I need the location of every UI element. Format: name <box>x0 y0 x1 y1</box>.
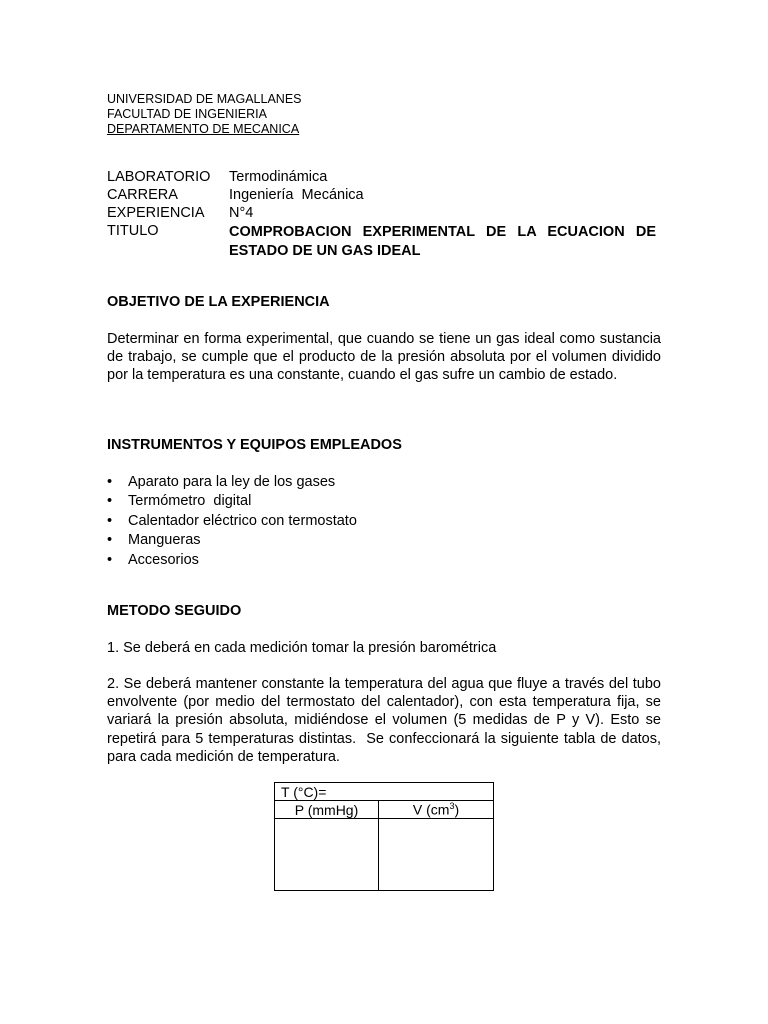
table-column-volume: V $(cm^3)$ <box>379 801 494 819</box>
laboratory-value: Termodinámica <box>229 169 328 185</box>
faculty-name: FACULTAD DE INGENIERIA <box>107 107 267 121</box>
table-column-pressure: P (mmHg) <box>275 801 379 819</box>
list-item: • Accesorios <box>107 551 357 570</box>
university-name: UNIVERSIDAD DE MAGALLANES <box>107 92 302 106</box>
instruments-heading: INSTRUMENTOS Y EQUIPOS EMPLEADOS <box>107 437 402 453</box>
experience-label: EXPERIENCIA <box>107 205 205 221</box>
data-table <box>274 782 494 891</box>
table-cell-pressure-values <box>275 819 379 891</box>
objective-heading: OBJETIVO DE LA EXPERIENCIA <box>107 294 330 310</box>
list-item: • Termómetro digital <box>107 492 357 511</box>
list-item: • Aparato para la ley de los gases <box>107 473 357 492</box>
department-name: DEPARTAMENTO DE MECANICA <box>107 122 300 136</box>
method-step-2: 2. Se deberá mantener constante la temperatura del agua que fluye a través del tubo envolvente (por medio del termostato del calentador), con esta temperatura fija, se variará la presión absoluta, midiéndose el volumen (5 medidas de P y V). Esto se repetirá para 5 temperaturas distintas. Se confeccionará la siguiente tabla de datos, para cada medición de temperatura. <box>107 676 666 765</box>
document-title: COMPROBACION EXPERIMENTAL DE LA ECUACION DE ESTADO DE UN GAS IDEAL <box>229 224 656 259</box>
laboratory-label: LABORATORIO <box>107 169 211 185</box>
experience-value: N°4 <box>229 205 254 221</box>
instruments-list <box>107 473 357 570</box>
career-label: CARRERA <box>107 187 178 203</box>
list-item: • Calentador eléctrico con termostato <box>107 512 357 531</box>
title-label: TITULO <box>107 223 159 239</box>
table-cell-volume-values <box>379 819 494 891</box>
objective-text: Determinar en forma experimental, que cuando se tiene un gas ideal como sustancia de trabajo, se cumple que el producto de la presión absoluta por el volumen dividido por la temperatura es una constante, cuando el gas sufre un cambio de estado. <box>107 331 661 384</box>
list-item: • Mangueras <box>107 531 357 550</box>
table-temperature-header: T (°C)= <box>275 783 494 801</box>
method-step-1: 1. Se deberá en cada medición tomar la presión barométrica <box>107 640 497 656</box>
career-value: Ingeniería Mecánica <box>229 187 364 203</box>
method-heading: METODO SEGUIDO <box>107 603 242 619</box>
